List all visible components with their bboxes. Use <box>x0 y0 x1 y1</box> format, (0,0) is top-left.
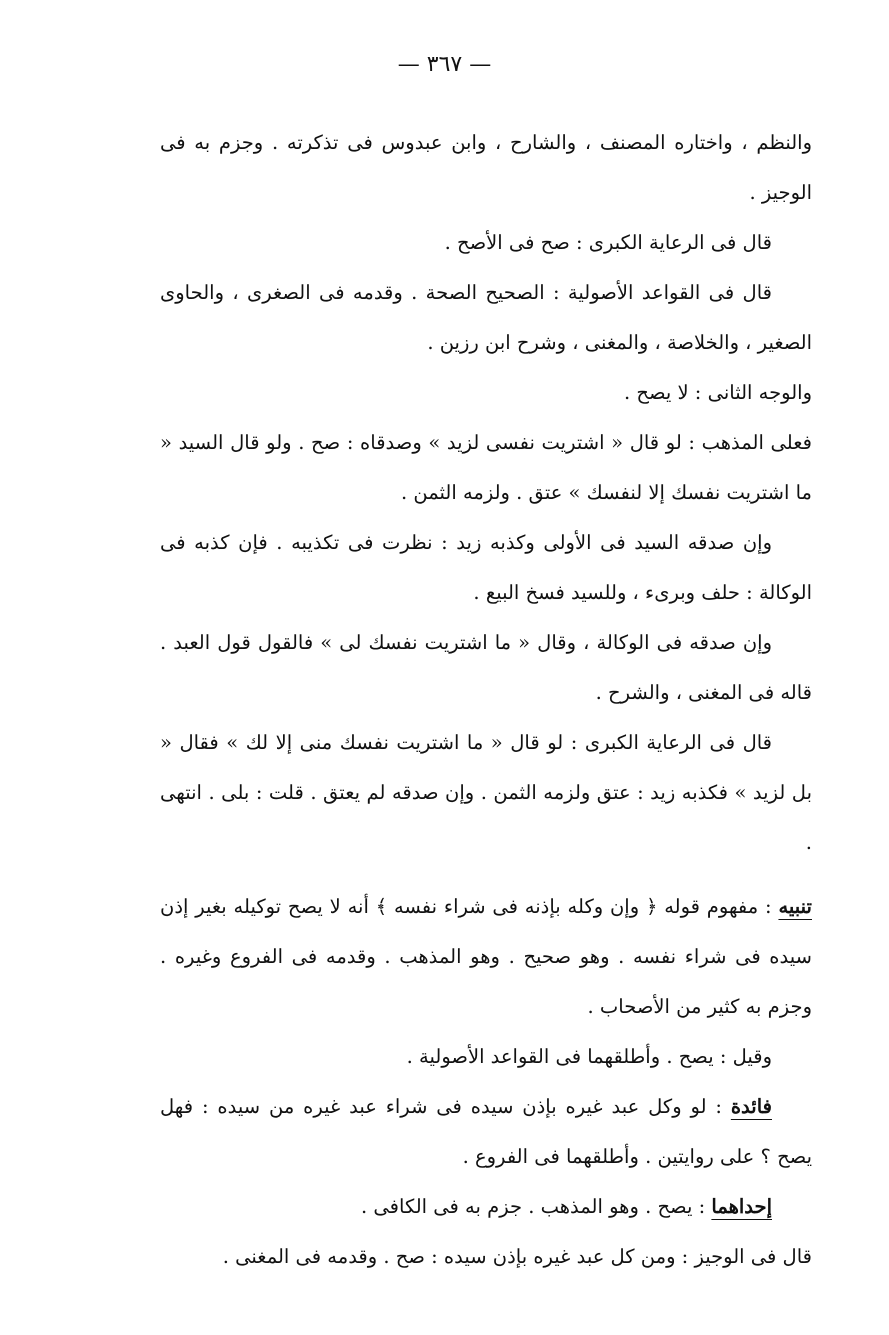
faida-text: : لو وكل عبد غيره بإذن سيده فى شراء عبد غيره من سيده : فهل يصح ؟ على روايتين . وأطلقهما فى الفروع . <box>160 1095 812 1168</box>
paragraph-2: قال فى الرعاية الكبرى : صح فى الأصح . <box>444 231 772 254</box>
paragraph-7: وإن صدقه فى الوكالة ، وقال « ما اشتريت نفسك لى » فالقول قول العبد . قاله فى المغنى ، والشرح . <box>160 631 812 704</box>
paragraph-1: والنظم ، واختاره المصنف ، والشارح ، وابن عبدوس فى تذكرته . وجزم به فى الوجيز . <box>160 131 812 204</box>
paragraph-3: قال فى القواعد الأصولية : الصحيح الصحة . وقدمه فى الصغرى ، والحاوى الصغير ، والخلاصة ، والمغنى ، وشرح ابن رزين . <box>160 281 812 354</box>
body-text <box>160 118 812 1282</box>
paragraph-10: وقيل : يصح . وأطلقهما فى القواعد الأصولية . <box>406 1045 772 1068</box>
paragraph-5: فعلى المذهب : لو قال « اشتريت نفسى لزيد » وصدقاه : صح . ولو قال السيد « ما اشتريت نفسك إلا لنفسك » عتق . ولزمه الثمن . <box>160 431 812 504</box>
tanbih-text: : مفهوم قوله ﴿ وإن وكله بإذنه فى شراء نفسه ﴾ أنه لا يصح توكيله بغير إذن سيده فى شراء نفسه . وهو صحيح . وهو المذهب . وقدمه فى الفروع وغيره . وجزم به كثير من الأصحاب . <box>160 895 812 1018</box>
tanbih-term: تنبيه <box>778 895 812 918</box>
paragraph-13: قال فى الوجيز : ومن كل عبد غيره بإذن سيده : صح . وقدمه فى المغنى . <box>222 1245 812 1268</box>
ihdahuma-text: : يصح . وهو المذهب . جزم به فى الكافى . <box>361 1195 712 1218</box>
paragraph-6: وإن صدقه السيد فى الأولى وكذبه زيد : نظرت فى تكذيبه . فإن كذبه فى الوكالة : حلف وبرىء ، وللسيد فسخ البيع . <box>160 531 812 604</box>
ihdahuma-term: إحداهما <box>711 1195 772 1218</box>
faida-term: فائدة <box>730 1095 772 1118</box>
paragraph-4: والوجه الثانى : لا يصح . <box>623 381 812 404</box>
paragraph-8: قال فى الرعاية الكبرى : لو قال « ما اشتريت نفسك منى إلا لك » فقال « بل لزيد » فكذبه زيد : عتق ولزمه الثمن . وإن صدقه لم يعتق . قلت : بلى . انتهى . <box>160 731 812 854</box>
paragraph-tanbih <box>160 882 812 1032</box>
paragraph-ihdahuma <box>160 1182 812 1232</box>
page-number: — ٣٦٧ — <box>397 52 492 77</box>
paragraph-faida <box>160 1082 812 1182</box>
